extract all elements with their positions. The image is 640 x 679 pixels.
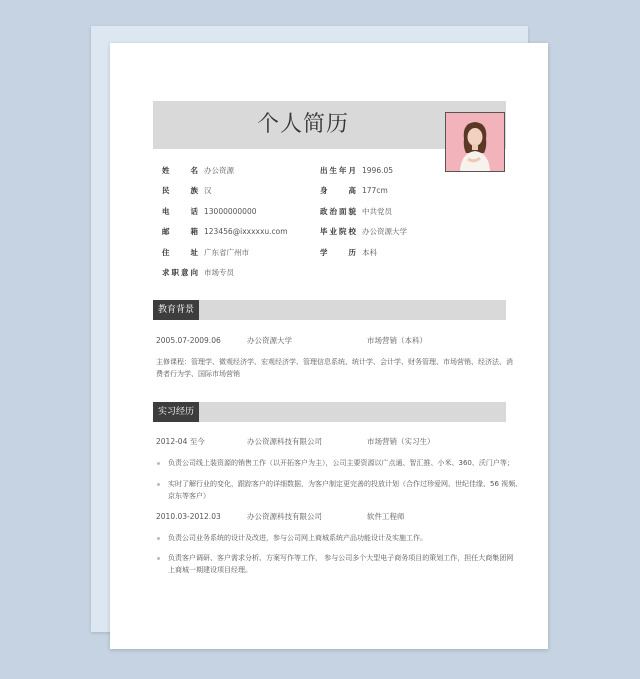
bullet-line: 上商城一期建设项目经理。 [168, 566, 252, 574]
resume-title: 个人简历 [256, 112, 349, 137]
info-label: 电 话 [162, 207, 198, 216]
job-1-date: 2012-04 至今 [156, 437, 205, 446]
info-value: 市场专员 [204, 268, 234, 277]
info-value: 177cm [362, 186, 388, 195]
job-1-role: 市场营销（实习生） [367, 437, 435, 446]
job-1-company: 办公资源科技有限公司 [247, 437, 322, 446]
info-value: 办公资源 [204, 166, 234, 175]
job-2-role: 软件工程师 [367, 512, 405, 521]
info-label: 住 址 [162, 248, 198, 257]
education-heading: 教育背景 [153, 300, 199, 320]
info-value: 本科 [362, 248, 377, 257]
job-2-bullet-1 [168, 532, 508, 544]
bullet-dot [157, 557, 160, 560]
info-value: 13000000000 [204, 207, 257, 216]
job-2-company: 办公资源科技有限公司 [247, 512, 322, 521]
resume-page [110, 43, 548, 649]
info-label: 政治面貌 [320, 207, 356, 216]
internship-section-bar [153, 402, 506, 422]
info-value: 1996.05 [362, 166, 394, 175]
education-date: 2005.07-2009.06 [156, 336, 221, 345]
bullet-line: 负责公司业务系统的设计及改进，参与公司网上商城系统产品功能设计及实施工作。 [168, 534, 427, 542]
bullet-line: 实时了解行业的变化，跟踪客户的详细数据，为客户制定更完善的投放计划（合作过珍爱网、世纪佳缘、56 视频、 [168, 480, 523, 488]
job-2-bullet-2 [168, 552, 514, 576]
courses-line-2: 费者行为学、国际市场营销 [156, 370, 240, 378]
bullet-line: 负责客户调研、客户需求分析、方案写作等工作， 参与公司多个大型电子商务项目的策划工作，担任大商集团网 [168, 554, 514, 562]
internship-heading: 实习经历 [153, 402, 199, 422]
info-label: 身 高 [320, 186, 356, 195]
info-label: 求职意向 [162, 268, 198, 277]
education-courses [156, 356, 513, 380]
info-label: 邮 箱 [162, 227, 198, 236]
education-major: 市场营销（本科） [367, 336, 427, 345]
info-label: 姓 名 [162, 166, 198, 175]
info-label: 出生年月 [320, 166, 356, 175]
info-label: 民 族 [162, 186, 198, 195]
info-label: 毕业院校 [320, 227, 356, 236]
bullet-line: 负责公司线上装资源的销售工作（以开拓客户为主），公司主要资源以广点通、智汇推、小米、360、沃门户等； [168, 459, 514, 467]
info-value: 广东省广州市 [204, 248, 249, 257]
bullet-dot [157, 483, 160, 486]
job-1-bullet-2 [168, 478, 523, 502]
profile-photo [445, 112, 505, 172]
bullet-dot [157, 537, 160, 540]
info-value: 办公资源大学 [362, 227, 407, 236]
info-value: 汉 [204, 186, 212, 195]
bullet-line: 京东等客户） [168, 492, 210, 500]
education-school: 办公资源大学 [247, 336, 292, 345]
job-2-date: 2010.03-2012.03 [156, 512, 221, 521]
bullet-dot [157, 462, 160, 465]
job-1-bullet-1 [168, 457, 514, 469]
info-value: 中共党员 [362, 207, 392, 216]
info-label: 学 历 [320, 248, 356, 257]
education-section-bar [153, 300, 506, 320]
info-value: 123456@ixxxxxu.com [204, 227, 288, 236]
portrait-icon [446, 113, 504, 171]
courses-line-1: 主修课程：管理学、微观经济学、宏观经济学、管理信息系统、统计学、会计学、财务管理、市场营销、经济法、消 [156, 358, 513, 366]
